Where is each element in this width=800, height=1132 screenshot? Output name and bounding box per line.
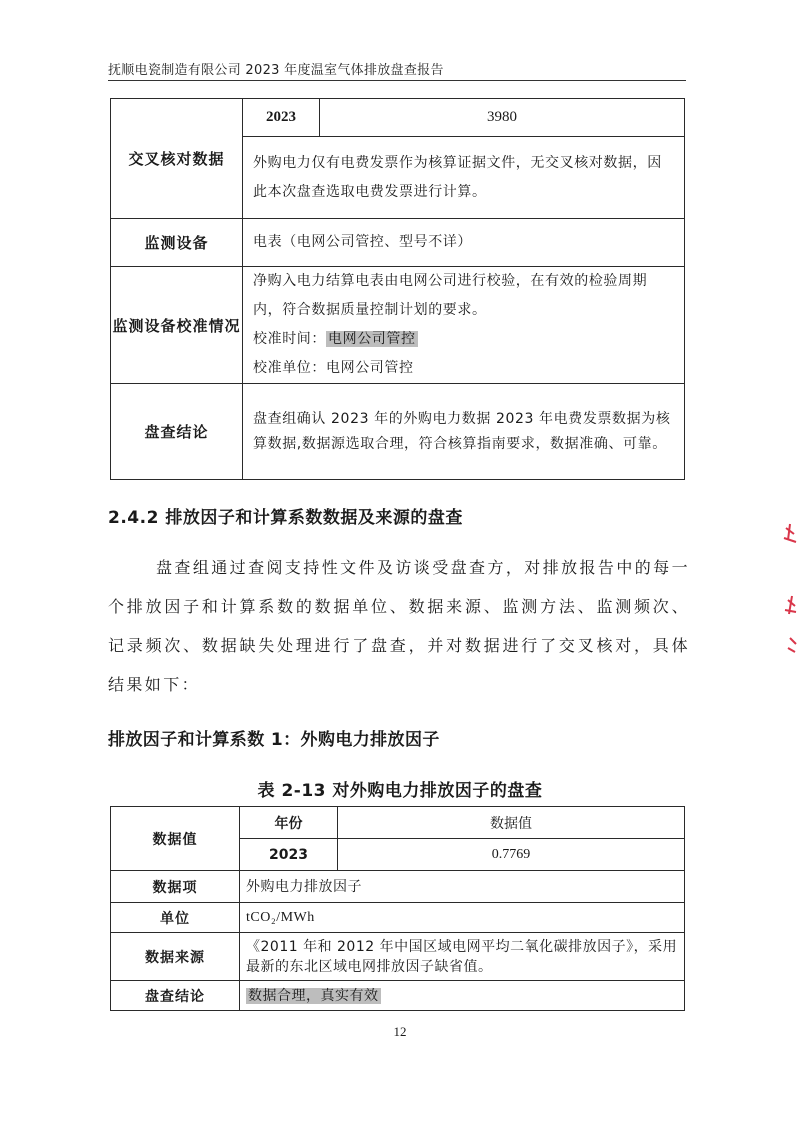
factor-title: 排放因子和计算系数 1：外购电力排放因子 bbox=[108, 730, 440, 750]
emission-factor-table bbox=[110, 806, 685, 1011]
calibration-label: 监测设备校准情况 bbox=[111, 267, 243, 384]
item-label: 数据项 bbox=[111, 871, 240, 903]
table-caption: 表 2-13 对外购电力排放因子的盘查 bbox=[257, 781, 543, 801]
cross-check-label: 交叉核对数据 bbox=[111, 99, 243, 219]
conclusion-text: 数据合理，真实有效 bbox=[248, 987, 379, 1004]
calibration-unit bbox=[253, 354, 674, 383]
year-header: 年份 bbox=[240, 807, 338, 839]
year-cell: 2023 bbox=[243, 99, 320, 137]
conclusion-label: 盘查结论 bbox=[111, 981, 240, 1011]
page-header: 抚顺电瓷制造有限公司 2023 年度温室气体排放盘查报告 bbox=[108, 63, 444, 78]
conclusion-text: 盘查组确认 2023 年的外购电力数据 2023 年电费发票数据为核算数据,数据源选取合理，符合核算指南要求，数据准确、可靠。 bbox=[243, 384, 685, 480]
source-label: 数据来源 bbox=[111, 933, 240, 981]
calibration-unit-value: 电网公司管控 bbox=[326, 360, 414, 376]
cross-check-text: 外购电力仅有电费发票作为核算证据文件，无交叉核对数据，因此本次盘查选取电费发票进行计算。 bbox=[243, 137, 685, 219]
calibration-text: 净购入电力结算电表由电网公司进行校验，在有效的检验周期内，符合数据质量控制计划的要求。 bbox=[253, 273, 648, 318]
calibration-time-prefix: 校准时间： bbox=[253, 331, 326, 347]
calibration-unit-prefix: 校准单位： bbox=[253, 360, 326, 376]
monitor-label: 监测设备 bbox=[111, 219, 243, 267]
unit-label: 单位 bbox=[111, 903, 240, 933]
electricity-data-table bbox=[110, 98, 685, 480]
item-text: 外购电力排放因子 bbox=[240, 871, 685, 903]
body-paragraph: 盘查组通过查阅支持性文件及访谈受盘查方，对排放报告中的每一个排放因子和计算系数的数据单位、数据来源、监测方法、监测频次、记录频次、数据缺失处理进行了盘查，并对数据进行了交叉核对，具体结果如下： bbox=[108, 558, 690, 694]
year-cell: 2023 bbox=[240, 839, 338, 871]
value-cell: 3980 bbox=[320, 99, 685, 137]
calibration-cell bbox=[243, 267, 685, 384]
section-title: 2.4.2 排放因子和计算系数数据及来源的盘查 bbox=[108, 508, 463, 528]
conclusion-cell bbox=[240, 981, 685, 1011]
value-header: 数据值 bbox=[338, 807, 685, 839]
calibration-time-value: 电网公司管控 bbox=[328, 331, 416, 347]
monitor-text: 电表（电网公司管控、型号不详） bbox=[243, 219, 685, 267]
calibration-time bbox=[253, 325, 674, 354]
conclusion-label: 盘查结论 bbox=[111, 384, 243, 480]
data-value-label: 数据值 bbox=[111, 807, 240, 871]
unit-text: tCO₂/MWh bbox=[240, 903, 685, 933]
value-cell: 0.7769 bbox=[338, 839, 685, 871]
page-number: 12 bbox=[393, 1024, 407, 1039]
seal-stamp-edge bbox=[780, 520, 800, 660]
header-divider bbox=[108, 80, 686, 81]
source-text: 《2011 年和 2012 年中国区域电网平均二氧化碳排放因子》，采用最新的东北区域电网排放因子缺省值。 bbox=[240, 933, 685, 981]
